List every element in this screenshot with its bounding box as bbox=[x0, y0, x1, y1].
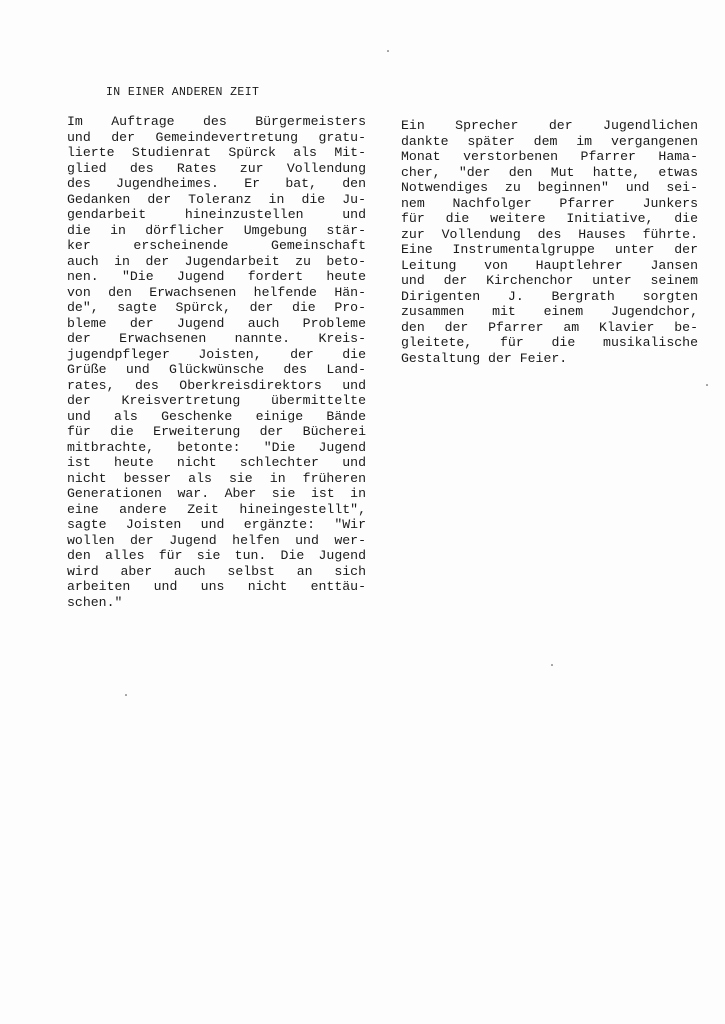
text-line: und der Gemeindevertretung gratu- bbox=[67, 129, 366, 145]
text-line: des Jugendheimes. Er bat, den bbox=[67, 176, 366, 191]
right-column bbox=[401, 118, 698, 366]
text-line: Ein Sprecher der Jugendlichen bbox=[401, 118, 698, 133]
text-line: zur Vollendung des Hauses führte. bbox=[401, 226, 698, 242]
text-line: arbeiten und uns nicht enttäu- bbox=[67, 579, 366, 594]
text-line: der Erwachsenen nannte. Kreis- bbox=[67, 331, 366, 346]
scan-speck bbox=[125, 694, 127, 696]
scan-speck bbox=[706, 384, 708, 386]
text-line: den der Pfarrer am Klavier be- bbox=[401, 319, 698, 335]
text-line: die in dörflicher Umgebung stär- bbox=[67, 222, 366, 238]
text-line: wollen der Jugend helfen und wer- bbox=[67, 532, 366, 548]
text-line: Gedanken der Toleranz in die Ju- bbox=[67, 191, 366, 207]
text-line: bleme der Jugend auch Probleme bbox=[67, 315, 366, 331]
text-line: cher, "der den Mut hatte, etwas bbox=[401, 164, 698, 180]
text-line: und als Geschenke einige Bände bbox=[67, 408, 366, 424]
text-line: Notwendiges zu beginnen" und sei- bbox=[401, 180, 698, 195]
text-line: Leitung von Hauptlehrer Jansen bbox=[401, 257, 698, 273]
text-line: Generationen war. Aber sie ist in bbox=[67, 486, 366, 501]
text-line: nen. "Die Jugend fordert heute bbox=[67, 269, 366, 284]
text-line: gleitete, für die musikalische bbox=[401, 335, 698, 350]
text-line: von den Erwachsenen helfende Hän- bbox=[67, 284, 366, 300]
text-line: nicht besser als sie in früheren bbox=[67, 470, 366, 486]
text-line: Gestaltung der Feier. bbox=[401, 350, 568, 366]
left-column bbox=[67, 114, 366, 610]
article-title: IN EINER ANDEREN ZEIT bbox=[106, 86, 260, 99]
text-line: schen." bbox=[67, 594, 123, 610]
text-line: Eine Instrumentalgruppe unter der bbox=[401, 242, 698, 257]
text-line: den alles für sie tun. Die Jugend bbox=[67, 548, 366, 563]
text-line: Monat verstorbenen Pfarrer Hama- bbox=[401, 149, 698, 164]
text-line: nem Nachfolger Pfarrer Junkers bbox=[401, 195, 698, 211]
text-line: auch in der Jugendarbeit zu beto- bbox=[67, 253, 366, 269]
text-line: Grüße und Glückwünsche des Land- bbox=[67, 362, 366, 377]
text-line: ist heute nicht schlechter und bbox=[67, 455, 366, 470]
text-line: dankte später dem im vergangenen bbox=[401, 133, 698, 149]
text-line: lierte Studienrat Spürck als Mit- bbox=[67, 145, 366, 160]
text-line: zusammen mit einem Jugendchor, bbox=[401, 304, 698, 319]
text-line: Im Auftrage des Bürgermeisters bbox=[67, 114, 366, 129]
text-line: für die Erweiterung der Bücherei bbox=[67, 424, 366, 439]
text-line: für die weitere Initiative, die bbox=[401, 211, 698, 226]
text-line: sagte Joisten und ergänzte: "Wir bbox=[67, 517, 366, 532]
scan-speck bbox=[551, 664, 553, 666]
text-line: mitbrachte, betonte: "Die Jugend bbox=[67, 439, 366, 455]
text-line: rates, des Oberkreisdirektors und bbox=[67, 377, 366, 393]
text-line: gendarbeit hineinzustellen und bbox=[67, 207, 366, 222]
text-line: jugendpfleger Joisten, der die bbox=[67, 346, 366, 362]
text-line: glied des Rates zur Vollendung bbox=[67, 160, 366, 176]
text-line: der Kreisvertretung übermittelte bbox=[67, 393, 366, 408]
text-line: de", sagte Spürck, der die Pro- bbox=[67, 300, 366, 315]
text-line: ker erscheinende Gemeinschaft bbox=[67, 238, 366, 253]
text-line: wird aber auch selbst an sich bbox=[67, 563, 366, 579]
text-line: Dirigenten J. Bergrath sorgten bbox=[401, 288, 698, 304]
text-line: und der Kirchenchor unter seinem bbox=[401, 273, 698, 288]
text-line: eine andere Zeit hineingestellt", bbox=[67, 501, 366, 517]
scan-speck bbox=[387, 50, 389, 52]
